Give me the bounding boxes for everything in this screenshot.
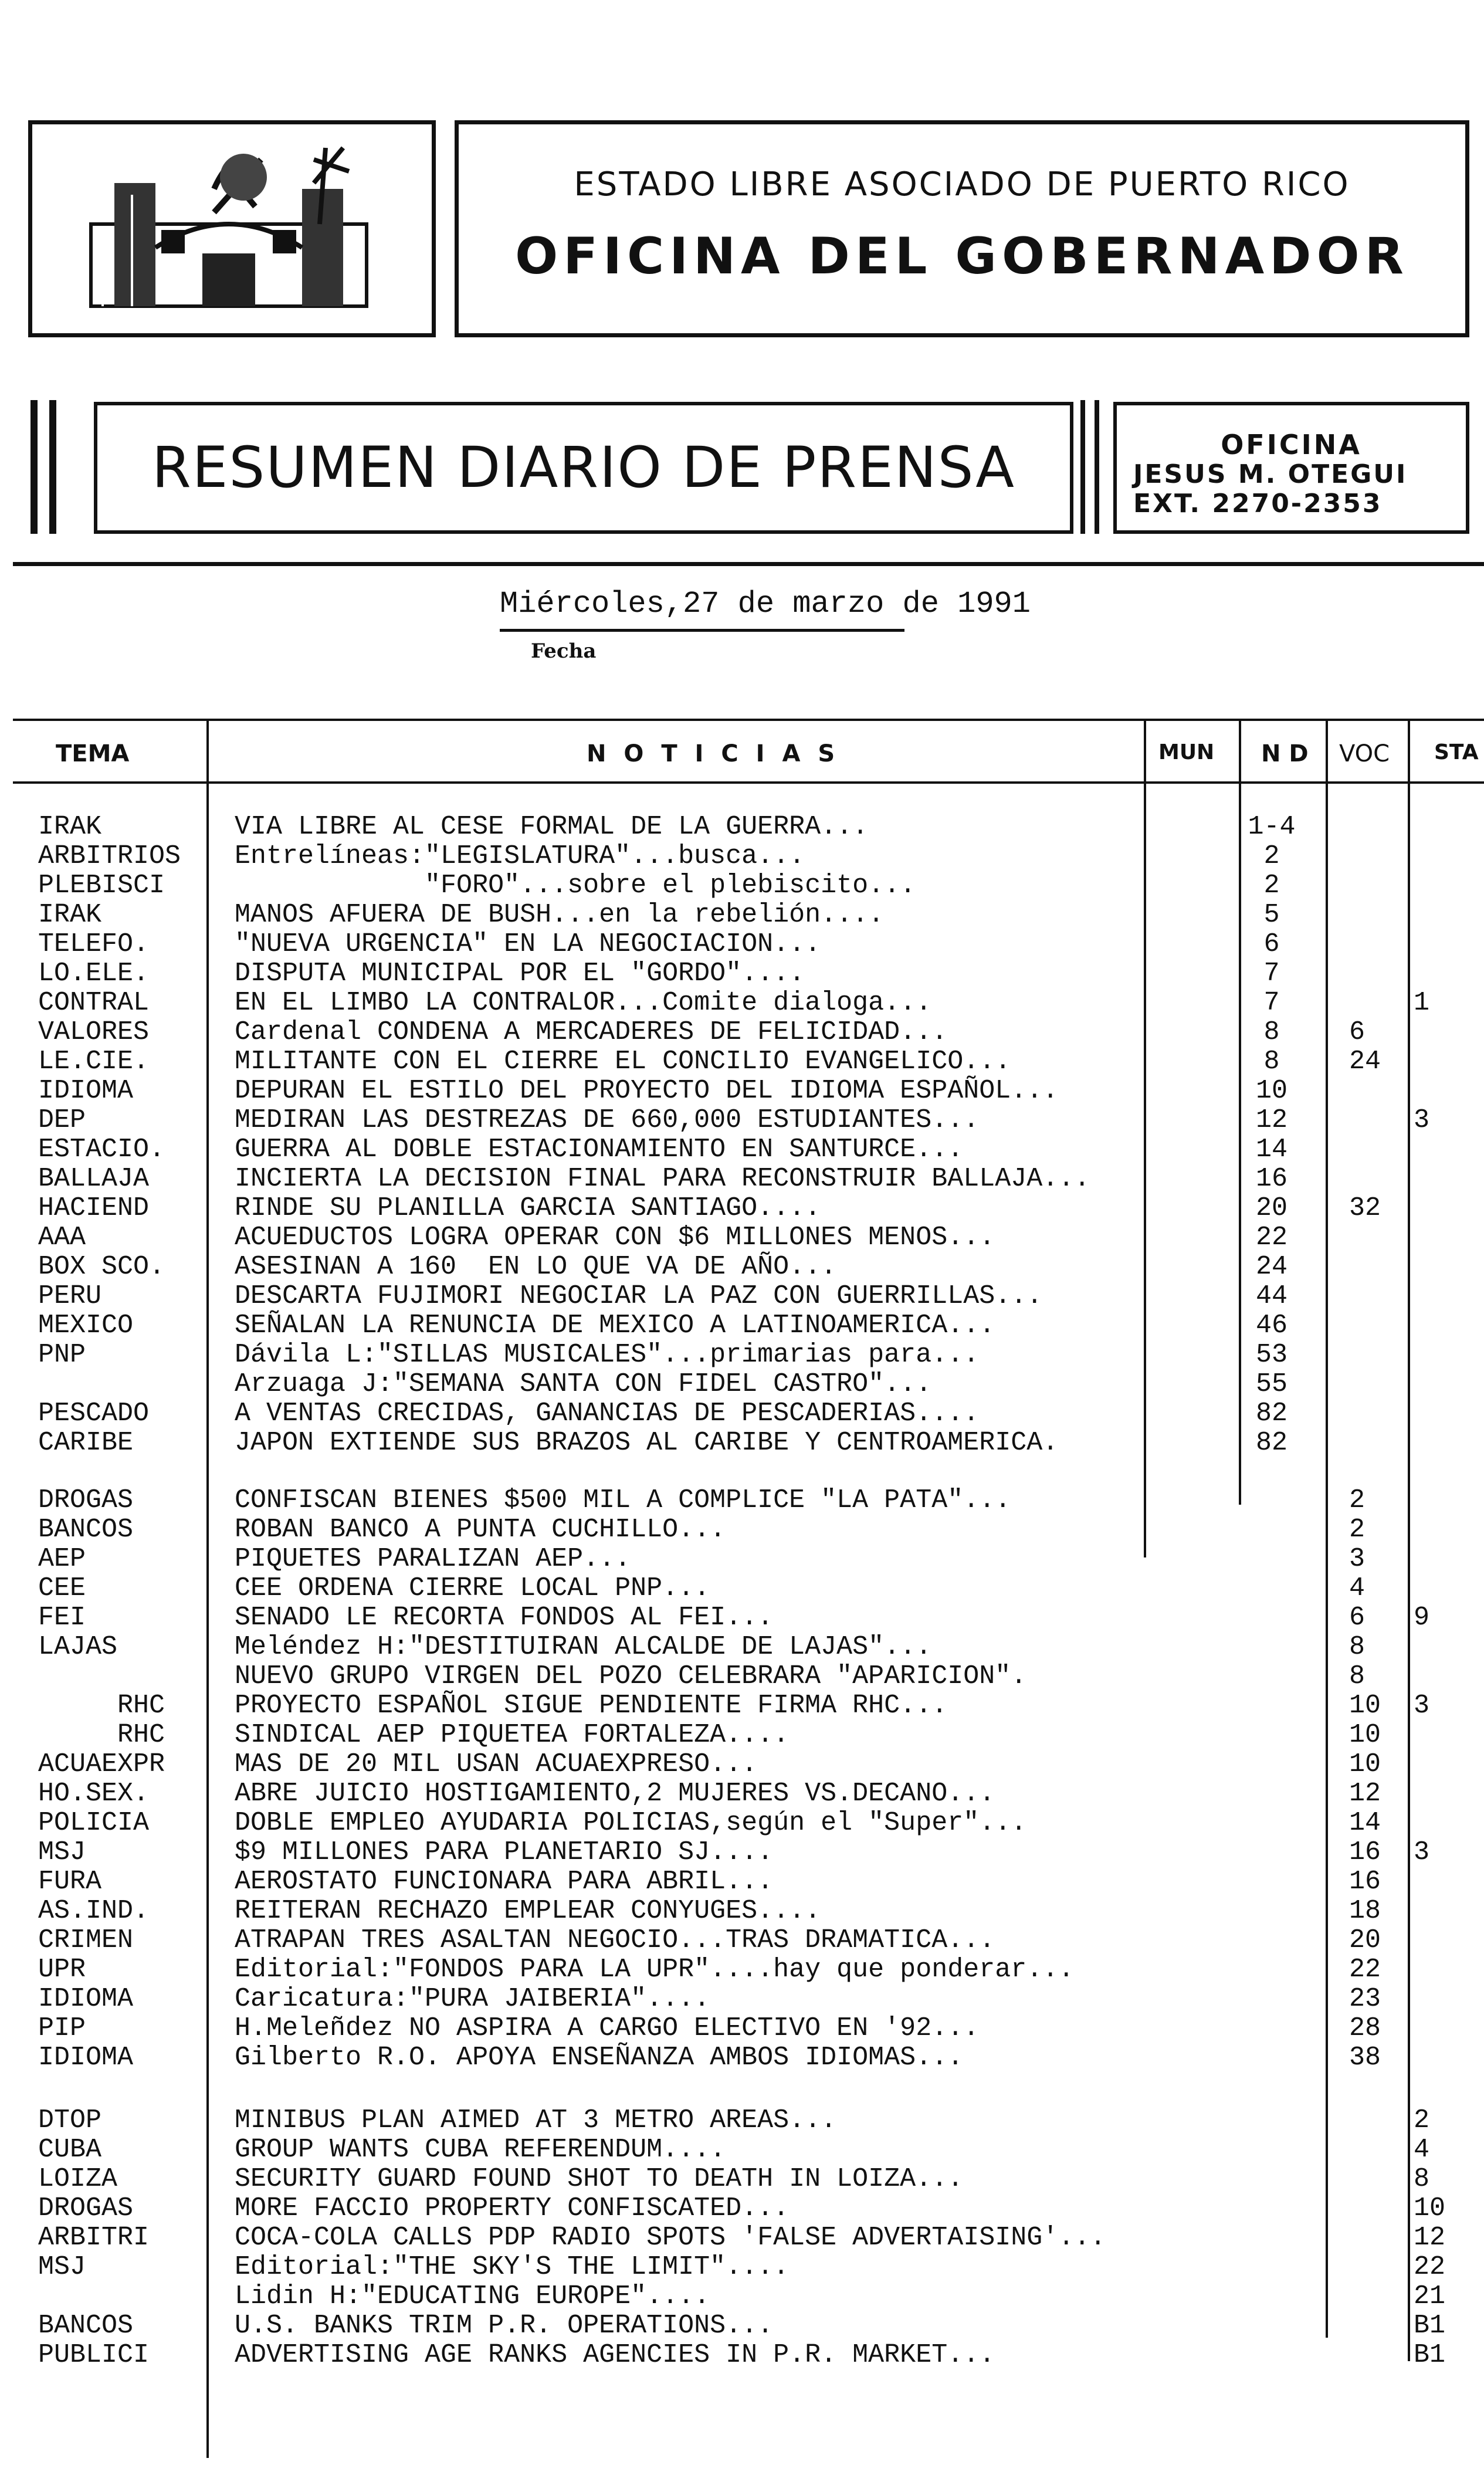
table-row [0, 1194, 1484, 1223]
row-voc: 10 [1349, 1720, 1381, 1750]
row-star: 12 [1414, 2223, 1446, 2253]
row-nd: 8 [1263, 1017, 1280, 1047]
table-row [0, 1282, 1484, 1311]
banner-rule-left-inner [49, 400, 56, 534]
row-tema: LO.ELE. [38, 959, 150, 988]
table-row [0, 871, 1484, 900]
row-tema: IDIOMA [38, 1076, 134, 1106]
row-nd: 82 [1255, 1428, 1288, 1458]
row-tema: AS.IND. [38, 1896, 150, 1926]
row-noticia: $9 MILLONES PARA PLANETARIO SJ.... [235, 1837, 774, 1867]
table-row [0, 1486, 1484, 1515]
row-tema: RHC [38, 1691, 165, 1721]
row-voc: 24 [1349, 1047, 1381, 1076]
row-voc: 6 [1349, 1603, 1366, 1633]
row-nd: 46 [1255, 1311, 1288, 1340]
row-tema: PUBLICI [38, 2340, 150, 2370]
table-row [0, 2253, 1484, 2282]
row-noticia: ATRAPAN TRES ASALTAN NEGOCIO...TRAS DRAMATICA... [235, 1925, 995, 1955]
row-voc: 4 [1349, 1573, 1366, 1603]
row-noticia: MINIBUS PLAN AIMED AT 3 METRO AREAS... [235, 2105, 837, 2135]
row-noticia: JAPON EXTIENDE SUS BRAZOS AL CARIBE Y CENTROAMERICA. [235, 1428, 1059, 1458]
table-row [0, 2223, 1484, 2253]
row-noticia: REITERAN RECHAZO EMPLEAR CONYUGES.... [235, 1896, 821, 1926]
row-tema: CUBA [38, 2135, 102, 2165]
row-star: 2 [1414, 2105, 1430, 2135]
table-row [0, 988, 1484, 1018]
row-voc: 10 [1349, 1749, 1381, 1779]
row-star: 9 [1414, 1603, 1430, 1633]
row-noticia: SEÑALAN LA RENUNCIA DE MEXICO A LATINOAMERICA... [235, 1311, 995, 1340]
table-row [0, 1838, 1484, 1867]
row-tema: CONTRAL [38, 988, 150, 1018]
row-star: 10 [1414, 2193, 1446, 2223]
table-row [0, 1428, 1484, 1458]
table-row [0, 1223, 1484, 1252]
row-nd: 10 [1255, 1076, 1288, 1106]
row-noticia: Editorial:"FONDOS PARA LA UPR"....hay que ponderar... [235, 1955, 1075, 1985]
row-noticia: ACUEDUCTOS LOGRA OPERAR CON $6 MILLONES MENOS... [235, 1223, 995, 1252]
row-tema: MEXICO [38, 1311, 134, 1340]
row-noticia: PIQUETES PARALIZAN AEP... [235, 1544, 631, 1574]
banner-rule-left [31, 400, 38, 534]
row-nd: 22 [1255, 1223, 1288, 1252]
row-tema: IRAK [38, 812, 102, 842]
row-nd: 7 [1263, 959, 1280, 988]
table-row [0, 2282, 1484, 2311]
row-tema: CEE [38, 1573, 86, 1603]
row-star: 3 [1414, 1837, 1430, 1867]
table-row [0, 1721, 1484, 1750]
table-row [0, 1515, 1484, 1545]
contact-box [1113, 402, 1469, 534]
table-row [0, 1399, 1484, 1428]
row-star: 1 [1414, 988, 1430, 1018]
table-row [0, 812, 1484, 842]
row-tema: HO.SEX. [38, 1779, 150, 1809]
banner-title: RESUMEN DIARIO DE PRENSA [152, 435, 1015, 500]
table-row [0, 1076, 1484, 1106]
banner-title-box [94, 402, 1073, 534]
row-star: 8 [1414, 2164, 1430, 2194]
row-noticia: Dávila L:"SILLAS MUSICALES"...primarias para... [235, 1340, 980, 1370]
table-row [0, 842, 1484, 871]
row-noticia: VIA LIBRE AL CESE FORMAL DE LA GUERRA... [235, 812, 869, 842]
row-noticia: ADVERTISING AGE RANKS AGENCIES IN P.R. MARKET... [235, 2340, 995, 2370]
col-header-star: STA [1434, 740, 1479, 764]
table-row [0, 1633, 1484, 1662]
table-row [0, 959, 1484, 988]
row-nd: 55 [1255, 1369, 1288, 1399]
row-noticia: Arzuaga J:"SEMANA SANTA CON FIDEL CASTRO"... [235, 1369, 932, 1399]
row-noticia: DEPURAN EL ESTILO DEL PROYECTO DEL IDIOMA ESPAÑOL... [235, 1076, 1059, 1106]
table-row [0, 2106, 1484, 2135]
row-voc: 14 [1349, 1808, 1381, 1838]
row-noticia: MILITANTE CON EL CIERRE EL CONCILIO EVANGELICO... [235, 1047, 1011, 1076]
row-noticia: "FORO"...sobre el plebiscito... [235, 871, 916, 900]
row-noticia: Gilberto R.O. APOYA ENSEÑANZA AMBOS IDIOMAS... [235, 2043, 964, 2073]
row-nd: 2 [1263, 871, 1280, 900]
banner-rule-mid-inner [1095, 400, 1099, 534]
row-nd: 20 [1255, 1193, 1288, 1223]
row-voc: 22 [1349, 1955, 1381, 1985]
row-tema: BANCOS [38, 2311, 134, 2341]
row-noticia: NUEVO GRUPO VIRGEN DEL POZO CELEBRARA "APARICION". [235, 1661, 1027, 1691]
row-nd: 1-4 [1248, 812, 1296, 842]
row-noticia: INCIERTA LA DECISION FINAL PARA RECONSTRUIR BALLAJA... [235, 1164, 1090, 1194]
row-voc: 12 [1349, 1779, 1381, 1809]
row-star: B1 [1414, 2340, 1446, 2370]
row-tema: BOX SCO. [38, 1252, 165, 1282]
row-noticia: PROYECTO ESPAÑOL SIGUE PENDIENTE FIRMA RHC... [235, 1691, 948, 1721]
row-voc: 8 [1349, 1632, 1366, 1662]
row-tema: AEP [38, 1544, 86, 1574]
table-row [0, 900, 1484, 930]
row-voc: 38 [1349, 2043, 1381, 2073]
row-tema: ARBITRI [38, 2223, 150, 2253]
table-row [0, 2311, 1484, 2341]
table-row [0, 1809, 1484, 1838]
row-noticia: Entrelíneas:"LEGISLATURA"...busca... [235, 841, 805, 871]
row-tema: LE.CIE. [38, 1047, 150, 1076]
header-divider [13, 562, 1484, 566]
row-noticia: Caricatura:"PURA JAIBERIA".... [235, 1984, 710, 2014]
row-voc: 16 [1349, 1867, 1381, 1897]
row-tema: MSJ [38, 1837, 86, 1867]
row-star: B1 [1414, 2311, 1446, 2341]
row-tema: IDIOMA [38, 1984, 134, 2014]
row-noticia: RINDE SU PLANILLA GARCIA SANTIAGO.... [235, 1193, 821, 1223]
row-nd: 14 [1255, 1135, 1288, 1164]
row-tema: ACUAEXPR [38, 1749, 165, 1779]
col-header-voc: VOC [1339, 740, 1390, 767]
row-tema: AAA [38, 1223, 86, 1252]
row-tema: PERU [38, 1281, 102, 1311]
row-noticia: Lidin H:"EDUCATING EUROPE".... [235, 2281, 710, 2311]
row-noticia: Cardenal CONDENA A MERCADERES DE FELICIDAD... [235, 1017, 948, 1047]
row-star: 22 [1414, 2252, 1446, 2282]
row-tema: PIP [38, 2013, 86, 2043]
row-tema: DROGAS [38, 2193, 134, 2223]
col-header-mun: MUN [1158, 740, 1215, 764]
col-header-noticias: N O T I C I A S [587, 740, 840, 767]
row-tema: TELEFO. [38, 929, 150, 959]
office-header-box [455, 120, 1469, 337]
row-noticia: SENADO LE RECORTA FONDOS AL FEI... [235, 1603, 774, 1633]
row-tema: LOIZA [38, 2164, 118, 2194]
row-voc: 32 [1349, 1193, 1381, 1223]
row-star: 21 [1414, 2281, 1446, 2311]
row-noticia: MEDIRAN LAS DESTREZAS DE 660,000 ESTUDIANTES... [235, 1105, 980, 1135]
row-tema: BANCOS [38, 1515, 134, 1545]
row-noticia: GUERRA AL DOBLE ESTACIONAMIENTO EN SANTURCE... [235, 1135, 964, 1164]
row-noticia: CONFISCAN BIENES $500 MIL A COMPLICE "LA PATA"... [235, 1485, 1011, 1515]
contact-extension: EXT. 2270-2353 [1133, 489, 1383, 519]
row-voc: 2 [1349, 1515, 1366, 1545]
row-noticia: ABRE JUICIO HOSTIGAMIENTO,2 MUJERES VS.DECANO... [235, 1779, 995, 1809]
table-row [0, 1018, 1484, 1047]
table-row [0, 1370, 1484, 1399]
row-noticia: A VENTAS CRECIDAS, GANANCIAS DE PESCADERIAS.... [235, 1399, 980, 1428]
row-noticia: DOBLE EMPLEO AYUDARIA POLICIAS,según el "Super"... [235, 1808, 1027, 1838]
table-row [0, 1047, 1484, 1076]
table-row [0, 2014, 1484, 2043]
table-row [0, 1340, 1484, 1370]
table-row [0, 1926, 1484, 1955]
contact-office: OFICINA [1221, 429, 1362, 460]
row-nd: 5 [1263, 900, 1280, 930]
row-noticia: MORE FACCIO PROPERTY CONFISCATED... [235, 2193, 790, 2223]
row-tema: FURA [38, 1867, 102, 1897]
row-tema: MSJ [38, 2252, 86, 2282]
row-tema: POLICIA [38, 1808, 150, 1838]
row-voc: 18 [1349, 1896, 1381, 1926]
row-noticia: SINDICAL AEP PIQUETEA FORTALEZA.... [235, 1720, 790, 1750]
row-nd: 6 [1263, 929, 1280, 959]
row-tema: IRAK [38, 900, 102, 930]
row-noticia: DESCARTA FUJIMORI NEGOCIAR LA PAZ CON GUERRILLAS... [235, 1281, 1043, 1311]
banner-rule-mid [1080, 400, 1085, 534]
row-tema: CRIMEN [38, 1925, 134, 1955]
la-fortaleza-building-icon [67, 136, 396, 312]
row-noticia: CEE ORDENA CIERRE LOCAL PNP... [235, 1573, 710, 1603]
table-row [0, 1662, 1484, 1691]
row-voc: 28 [1349, 2013, 1381, 2043]
row-noticia: Meléndez H:"DESTITUIRAN ALCALDE DE LAJAS"... [235, 1632, 932, 1662]
row-noticia: EN EL LIMBO LA CONTRALOR...Comite dialoga... [235, 988, 932, 1018]
row-tema: ESTACIO. [38, 1135, 165, 1164]
row-tema: VALORES [38, 1017, 150, 1047]
row-voc: 2 [1349, 1485, 1366, 1515]
table-row [0, 2165, 1484, 2194]
row-tema: PESCADO [38, 1399, 150, 1428]
table-row [0, 1164, 1484, 1194]
table-row [0, 1574, 1484, 1603]
row-nd: 12 [1255, 1105, 1288, 1135]
row-noticia: AEROSTATO FUNCIONARA PARA ABRIL... [235, 1867, 774, 1897]
row-voc: 10 [1349, 1691, 1381, 1721]
row-nd: 53 [1255, 1340, 1288, 1370]
row-nd: 7 [1263, 988, 1280, 1018]
row-nd: 2 [1263, 841, 1280, 871]
row-noticia: "NUEVA URGENCIA" EN LA NEGOCIACION... [235, 929, 821, 959]
row-tema: IDIOMA [38, 2043, 134, 2073]
row-tema: PLEBISCI [38, 871, 165, 900]
row-star: 3 [1414, 1691, 1430, 1721]
table-row [0, 2194, 1484, 2223]
row-noticia: GROUP WANTS CUBA REFERENDUM.... [235, 2135, 726, 2165]
row-noticia: ROBAN BANCO A PUNTA CUCHILLO... [235, 1515, 726, 1545]
row-nd: 24 [1255, 1252, 1288, 1282]
table-row [0, 1106, 1484, 1135]
col-header-nd: N D [1261, 740, 1309, 767]
row-tema: DTOP [38, 2105, 102, 2135]
table-row [0, 1779, 1484, 1809]
row-voc: 23 [1349, 1984, 1381, 2014]
government-name: ESTADO LIBRE ASOCIADO DE PUERTO RICO [574, 165, 1350, 204]
table-row [0, 1603, 1484, 1633]
table-row [0, 1867, 1484, 1897]
row-tema: LAJAS [38, 1632, 118, 1662]
row-voc: 3 [1349, 1544, 1366, 1574]
table-row [0, 1897, 1484, 1926]
row-tema: CARIBE [38, 1428, 134, 1458]
row-tema: FEI [38, 1603, 86, 1633]
row-noticia: H.Meleñdez NO ASPIRA A CARGO ELECTIVO EN '92... [235, 2013, 980, 2043]
row-noticia: DISPUTA MUNICIPAL POR EL "GORDO".... [235, 959, 805, 988]
row-voc: 16 [1349, 1837, 1381, 1867]
table-row [0, 1252, 1484, 1282]
row-tema: ARBITRIOS [38, 841, 181, 871]
row-voc: 20 [1349, 1925, 1381, 1955]
row-nd: 8 [1263, 1047, 1280, 1076]
row-tema: DROGAS [38, 1485, 134, 1515]
table-row [0, 1691, 1484, 1721]
row-nd: 44 [1255, 1281, 1288, 1311]
row-noticia: MAS DE 20 MIL USAN ACUAEXPRESO... [235, 1749, 758, 1779]
office-name: OFICINA DEL GOBERNADOR [515, 227, 1409, 286]
table-row [0, 2341, 1484, 2370]
row-star: 4 [1414, 2135, 1430, 2165]
table-row [0, 930, 1484, 959]
row-star: 3 [1414, 1105, 1430, 1135]
table-row [0, 1311, 1484, 1340]
row-tema: RHC [38, 1720, 165, 1750]
table-top-rule [13, 719, 1484, 721]
row-nd: 82 [1255, 1399, 1288, 1428]
row-noticia: SECURITY GUARD FOUND SHOT TO DEATH IN LOIZA... [235, 2164, 964, 2194]
row-noticia: Editorial:"THE SKY'S THE LIMIT".... [235, 2252, 790, 2282]
date-label: Fecha [531, 639, 597, 663]
row-noticia: MANOS AFUERA DE BUSH...en la rebelión.... [235, 900, 885, 930]
table-row [0, 1985, 1484, 2014]
table-header-rule [13, 781, 1484, 784]
row-tema: UPR [38, 1955, 86, 1985]
row-nd: 16 [1255, 1164, 1288, 1194]
col-header-tema: TEMA [56, 740, 130, 767]
date-underline [500, 629, 904, 632]
row-tema: BALLAJA [38, 1164, 150, 1194]
table-row [0, 1135, 1484, 1164]
row-noticia: ASESINAN A 160 EN LO QUE VA DE AÑO... [235, 1252, 837, 1282]
table-row [0, 2135, 1484, 2165]
table-row [0, 1545, 1484, 1574]
table-row [0, 2043, 1484, 2073]
table-row [0, 1955, 1484, 1985]
table-row [0, 1750, 1484, 1779]
contact-name: JESUS M. OTEGUI [1133, 459, 1408, 489]
row-noticia: U.S. BANKS TRIM P.R. OPERATIONS... [235, 2311, 774, 2341]
logo-box [28, 120, 436, 337]
date-value: Miércoles,27 de marzo de 1991 [500, 587, 1031, 621]
row-tema: HACIEND [38, 1193, 150, 1223]
row-tema: PNP [38, 1340, 86, 1370]
row-voc: 8 [1349, 1661, 1366, 1691]
row-tema: DEP [38, 1105, 86, 1135]
row-noticia: COCA-COLA CALLS PDP RADIO SPOTS 'FALSE ADVERTAISING'... [235, 2223, 1106, 2253]
row-voc: 6 [1349, 1017, 1366, 1047]
